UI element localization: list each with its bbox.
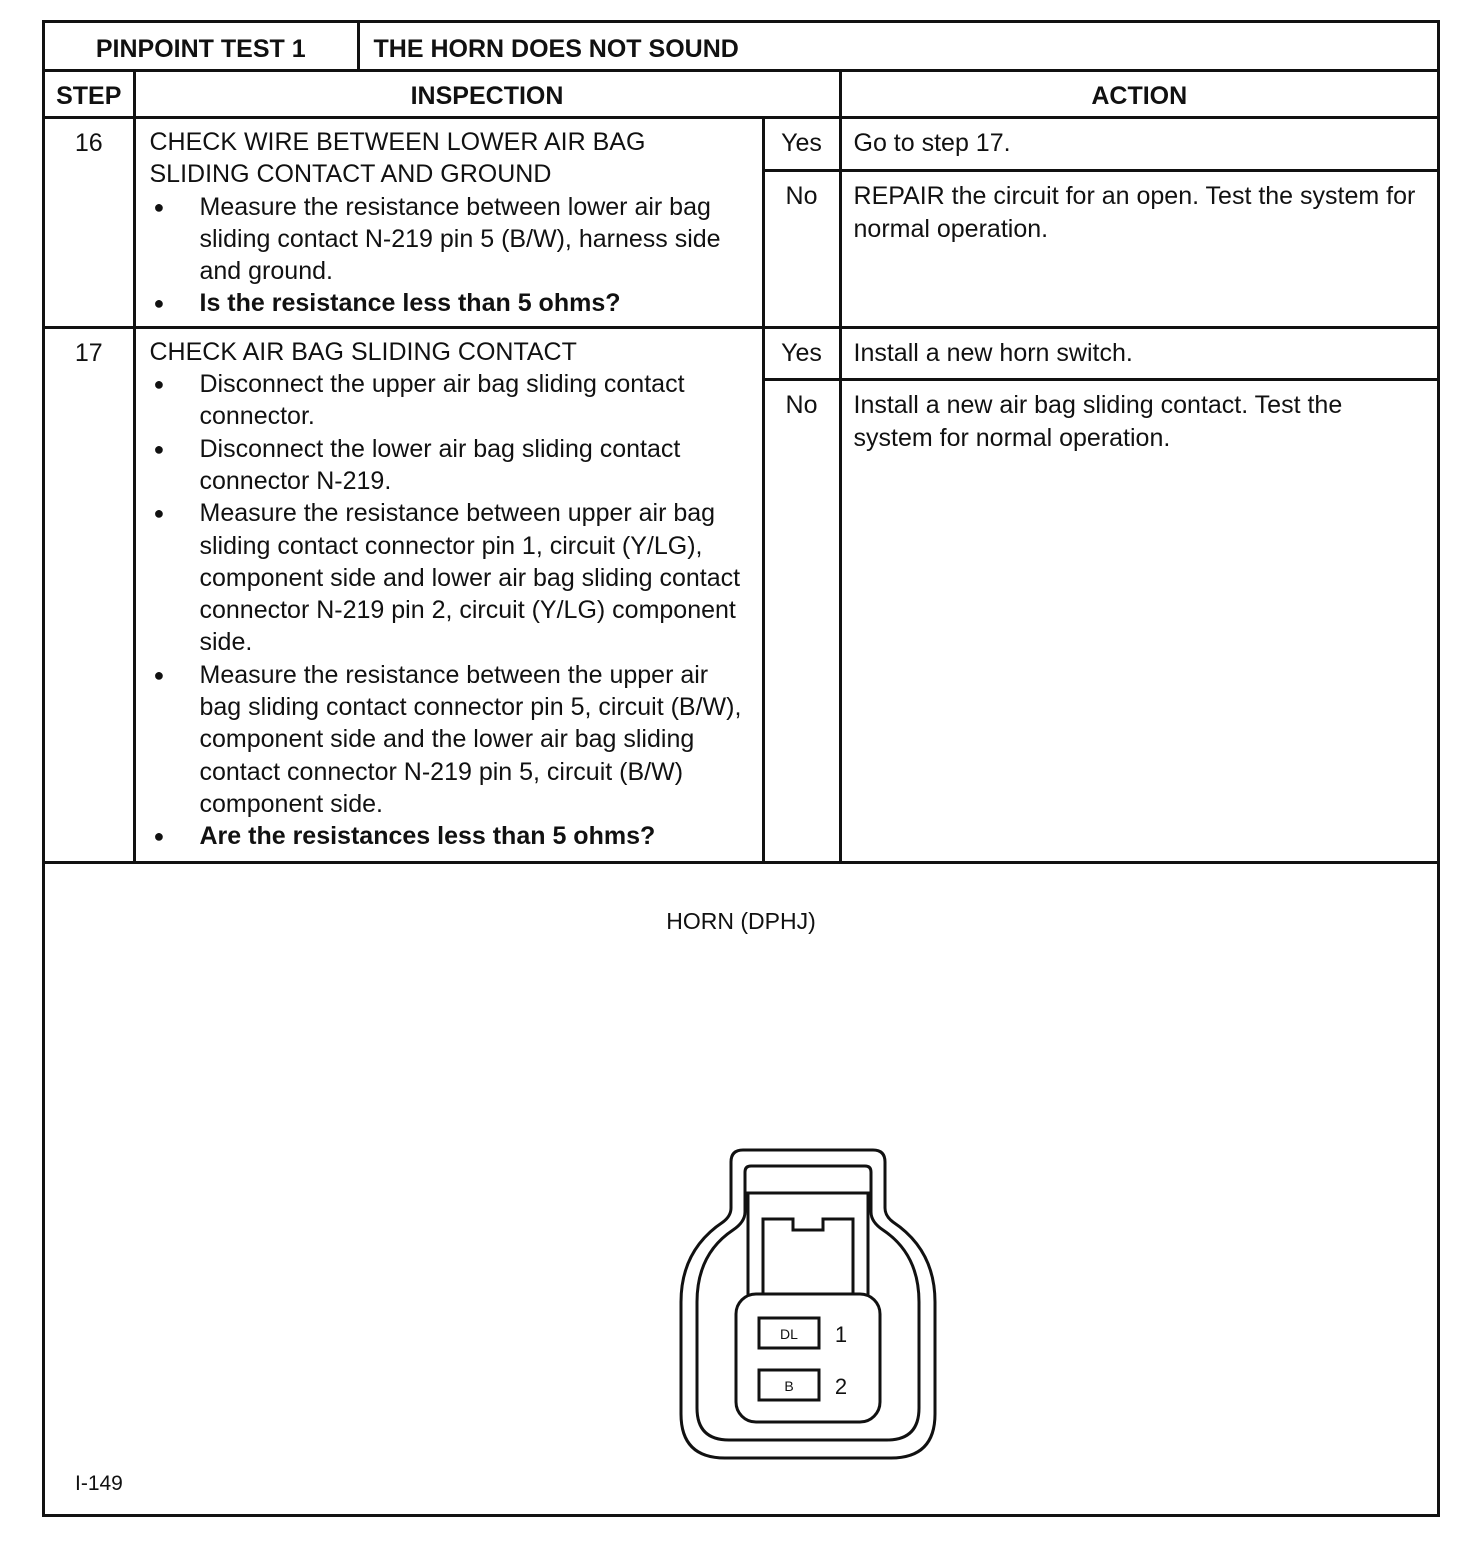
yes-action: Install a new horn switch. (840, 327, 1437, 379)
no-action: REPAIR the circuit for an open. Test the system for normal operation. (840, 170, 1437, 327)
step-heading: CHECK AIR BAG SLIDING CONTACT (149, 337, 577, 366)
bullet-question: ● Is the resistance less than 5 ohms? (150, 287, 750, 319)
column-header-row (45, 71, 1437, 118)
bullet-item: ● Disconnect the upper air bag sliding contact connector. (153, 370, 685, 431)
test-title: THE HORN DOES NOT SOUND (373, 35, 739, 63)
bullet-icon: ● (153, 664, 165, 685)
no-action: Install a new air bag sliding contact. Test the system for normal operation. (840, 379, 1437, 862)
pinpoint-test-sheet (42, 20, 1440, 1517)
bullet-icon: ● (153, 293, 165, 314)
bullet-item: ● Disconnect the lower air bag sliding contact connector N-219. (153, 434, 681, 495)
pin-2-number: 2 (834, 1374, 848, 1399)
step-number: 16 (45, 118, 134, 328)
no-label: No (763, 170, 840, 327)
step-heading: SLIDING CONTACT AND GROUND (149, 160, 552, 189)
bullet-item: ● Measure the resistance between upper air bag sliding contact connector pin 1, circuit (Y/LG), component side and lower air bag sliding contact connector N-219 pin 2, circuit (Y/LG) component side. (153, 499, 741, 657)
test-title-cell (358, 23, 1437, 71)
figure-code: I-149 (75, 1472, 123, 1495)
bullet-icon: ● (153, 196, 165, 217)
pin-1-number: 1 (834, 1322, 848, 1347)
pin-1-label: DL (780, 1326, 798, 1342)
step-heading: CHECK WIRE BETWEEN LOWER AIR BAG (149, 128, 646, 156)
bullet-icon: ● (153, 826, 165, 847)
yes-label: Yes (763, 118, 840, 171)
horn-connector-diagram (673, 1146, 943, 1466)
title-row (45, 23, 1437, 71)
step-16-yes-row (45, 118, 1437, 171)
bullet-question: ● Are the resistances less than 5 ohms? (150, 820, 750, 852)
figure-title: HORN (DPHJ) (666, 908, 816, 934)
test-id-cell (45, 23, 358, 71)
bullet-item: ● Measure the resistance between lower air bag sliding contact N-219 pin 5 (B/W), harness side and ground. (153, 192, 721, 286)
step-bullets (150, 368, 750, 852)
pin-2-label: B (784, 1378, 794, 1394)
action-column-header: ACTION (840, 71, 1437, 118)
step-17-yes-row (45, 327, 1437, 379)
step-bullets (150, 191, 750, 320)
step-17-inspection (134, 327, 763, 862)
connector-latch-frame (748, 1193, 868, 1303)
inspection-column-header: INSPECTION (134, 71, 840, 118)
pinpoint-test-table (45, 23, 1437, 864)
yes-label: Yes (763, 327, 840, 379)
step-16-inspection (134, 118, 763, 328)
bullet-item: ● Measure the resistance between the upper air bag sliding contact connector pin 5, circuit (B/W), component side and the lower air bag sliding contact connector N-219 pin 5, circuit (B/W) component side. (153, 660, 742, 818)
yes-action: Go to step 17. (840, 118, 1437, 171)
connector-face (736, 1294, 880, 1422)
test-id: PINPOINT TEST 1 (95, 35, 306, 63)
no-label: No (763, 379, 840, 862)
connector-latch (763, 1219, 853, 1296)
bullet-icon: ● (153, 438, 165, 459)
bullet-icon: ● (153, 374, 165, 395)
step-column-header: STEP (45, 71, 134, 118)
step-number: 17 (45, 327, 134, 862)
bullet-icon: ● (153, 503, 165, 524)
